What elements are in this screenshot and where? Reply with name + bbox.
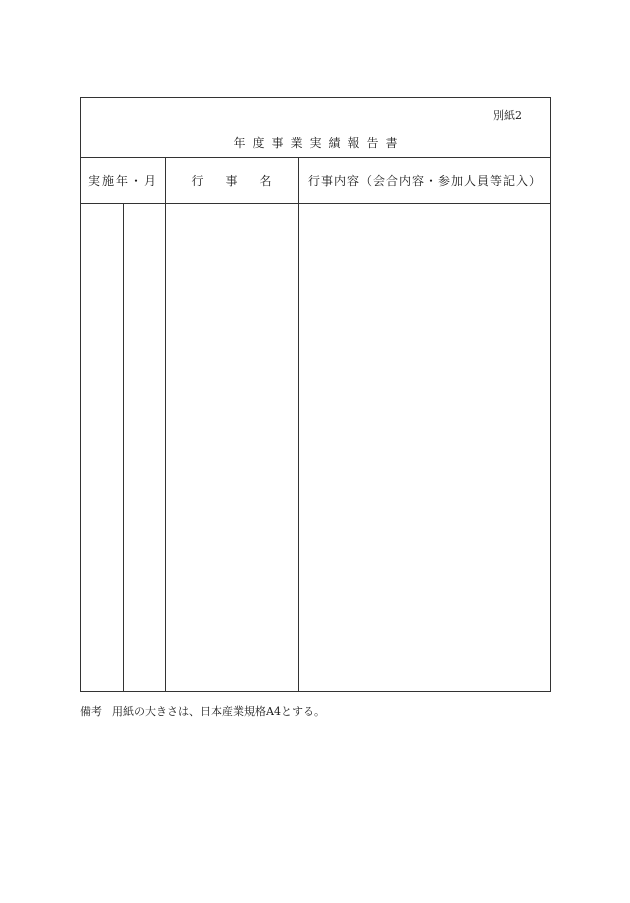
note-text: 用紙の大きさは、日本産業規格A4とする。 xyxy=(112,705,325,718)
report-form xyxy=(80,97,551,692)
header-event-content: 行事内容（会合内容・参加人員等記入） xyxy=(307,173,542,188)
entry-area-event-content[interactable] xyxy=(299,204,550,691)
attachment-label: 別紙2 xyxy=(493,109,522,122)
document-title: 年度事業実績報告書 xyxy=(233,136,405,150)
header-date: 実施年・月 xyxy=(87,173,158,188)
header-event-name: 行事名 xyxy=(191,173,294,188)
entry-area-event-name[interactable] xyxy=(166,204,298,691)
entry-area-year[interactable] xyxy=(81,204,123,691)
note-label: 備考 xyxy=(80,705,102,718)
entry-area-month[interactable] xyxy=(124,204,165,691)
footer-note xyxy=(80,703,325,719)
